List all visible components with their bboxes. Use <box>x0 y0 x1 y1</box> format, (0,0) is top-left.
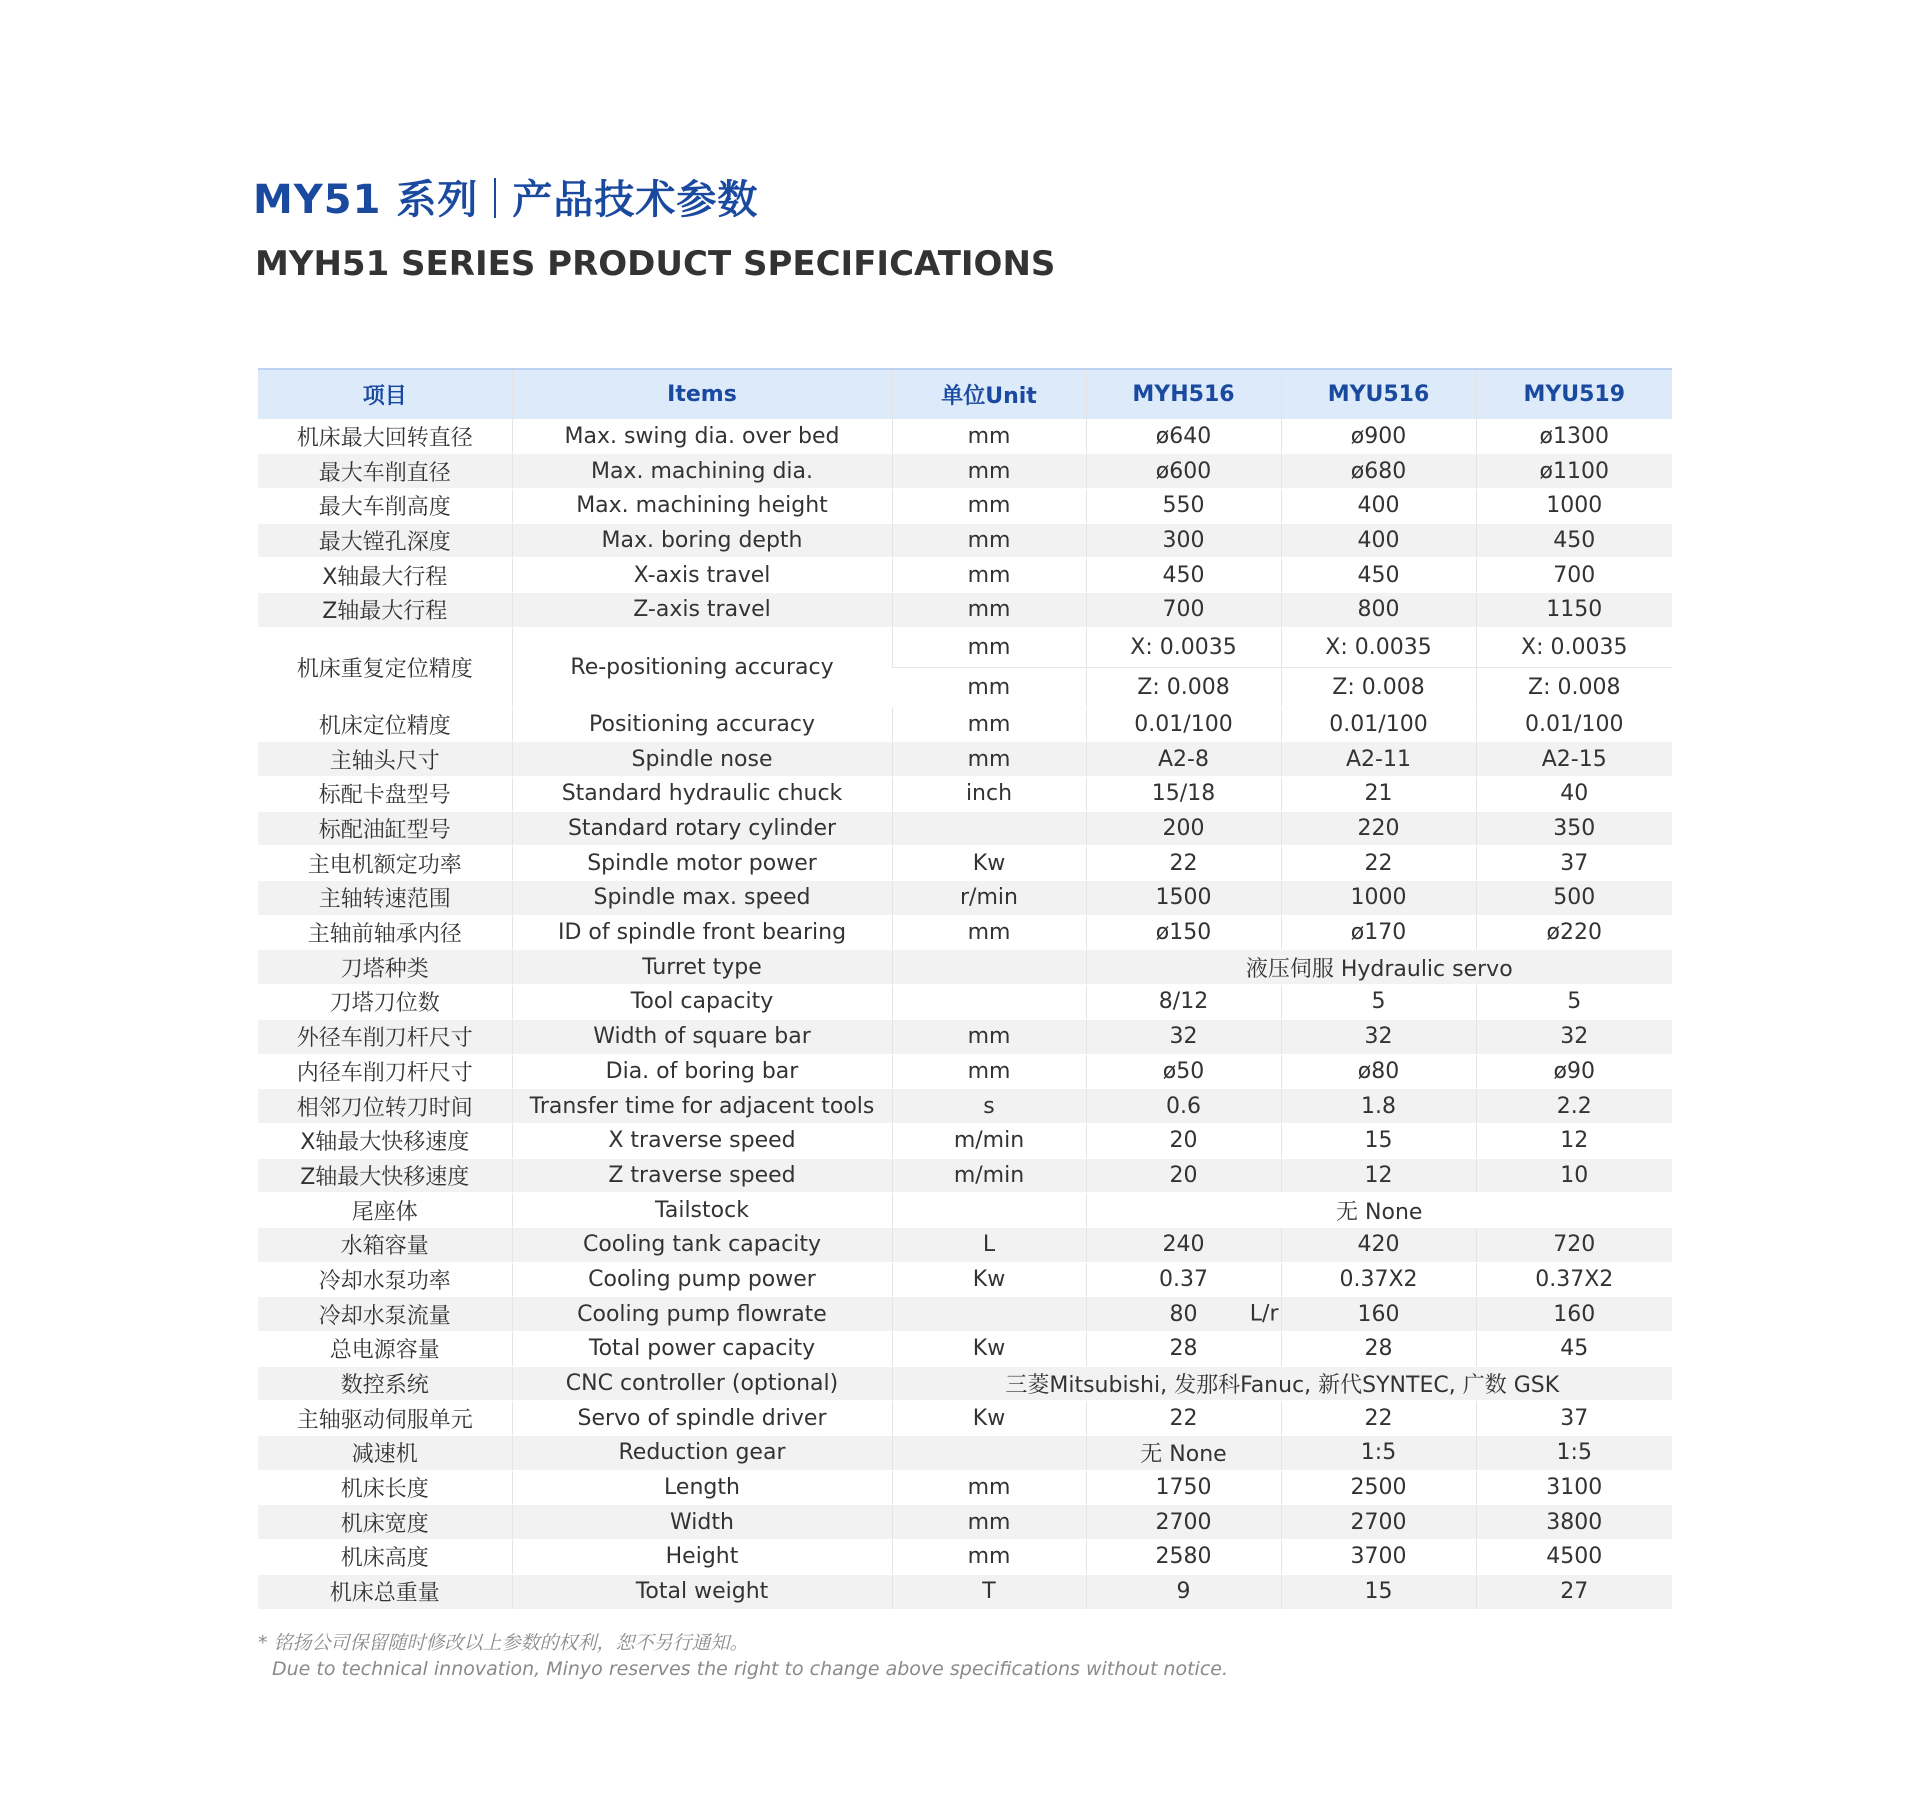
cell-unit: r/min <box>892 881 1086 916</box>
spec-table-body <box>258 419 1672 1609</box>
cell-value: 8/12 <box>1086 985 1281 1020</box>
cell-value: 160 <box>1281 1297 1476 1332</box>
cell-item-zh: 刀塔刀位数 <box>258 985 512 1020</box>
cell-value: 0.37X2 <box>1281 1262 1476 1297</box>
cell-value: 1150 <box>1476 592 1672 627</box>
cell-unit: Kw <box>892 1332 1086 1367</box>
cell-value: 200 <box>1086 811 1281 846</box>
cell-item-en: X-axis travel <box>512 558 892 593</box>
cell-unit <box>892 811 1086 846</box>
cell-value: ø1300 <box>1476 419 1672 454</box>
table-row <box>258 777 1672 812</box>
cell-value: 2500 <box>1281 1470 1476 1505</box>
cell-unit: s <box>892 1089 1086 1124</box>
table-row <box>258 1158 1672 1193</box>
cell-value: 37 <box>1476 1401 1672 1436</box>
cell-value: 700 <box>1476 558 1672 593</box>
cell-item-en: Spindle motor power <box>512 846 892 881</box>
cell-value: 1000 <box>1281 881 1476 916</box>
page-title-en: MYH51 SERIES PRODUCT SPECIFICATIONS <box>255 244 1056 284</box>
cell-item-zh: Z轴最大快移速度 <box>258 1158 512 1193</box>
cell-item-zh: Z轴最大行程 <box>258 592 512 627</box>
cell-value: 420 <box>1281 1227 1476 1262</box>
header-cell-myu516: MYU516 <box>1281 369 1476 419</box>
cell-value: 12 <box>1476 1123 1672 1158</box>
cell-value: X: 0.0035 <box>1086 627 1281 667</box>
cell-item-en: Max. swing dia. over bed <box>512 419 892 454</box>
table-row <box>258 915 1672 950</box>
cell-value: 无 None <box>1086 1436 1281 1471</box>
cell-value-span: 三菱Mitsubishi, 发那科Fanuc, 新代SYNTEC, 广数 GSK <box>892 1366 1672 1401</box>
cell-value <box>1086 1297 1281 1332</box>
cell-unit: mm <box>892 419 1086 454</box>
cell-item-en: Z traverse speed <box>512 1158 892 1193</box>
cell-value: ø600 <box>1086 454 1281 489</box>
cell-value-span: 液压伺服 Hydraulic servo <box>1086 950 1672 985</box>
cell-item-en: Positioning accuracy <box>512 707 892 742</box>
table-row <box>258 488 1672 523</box>
cell-value: 3100 <box>1476 1470 1672 1505</box>
cell-item-zh: 相邻刀位转刀时间 <box>258 1089 512 1124</box>
table-row <box>258 811 1672 846</box>
cell-unit <box>892 1436 1086 1471</box>
cell-item-zh: 机床最大回转直径 <box>258 419 512 454</box>
page-title-zh <box>253 168 758 225</box>
cell-value: 5 <box>1476 985 1672 1020</box>
cell-item-zh: 外径车削刀杆尺寸 <box>258 1019 512 1054</box>
cell-item-en: Total weight <box>512 1574 892 1609</box>
footnote <box>258 1630 1228 1682</box>
cell-value: 2580 <box>1086 1540 1281 1575</box>
cell-item-zh: 主轴转速范围 <box>258 881 512 916</box>
cell-item-en: Spindle max. speed <box>512 881 892 916</box>
header-cell-items-en: Items <box>512 369 892 419</box>
cell-unit: mm <box>892 667 1086 707</box>
cell-unit: inch <box>892 777 1086 812</box>
cell-item-en: X traverse speed <box>512 1123 892 1158</box>
cell-item-zh: 机床重复定位精度 <box>258 627 512 707</box>
cell-unit <box>892 1297 1086 1332</box>
cell-value: ø50 <box>1086 1054 1281 1089</box>
spec-table <box>258 368 1672 1610</box>
cell-value: ø640 <box>1086 419 1281 454</box>
cell-unit: m/min <box>892 1158 1086 1193</box>
table-row <box>258 707 1672 742</box>
table-row <box>258 1332 1672 1367</box>
cell-value: ø680 <box>1281 454 1476 489</box>
cell-value: 1.8 <box>1281 1089 1476 1124</box>
table-row <box>258 1436 1672 1471</box>
table-row <box>258 950 1672 985</box>
cell-value: 0.6 <box>1086 1089 1281 1124</box>
cell-value: Z: 0.008 <box>1086 667 1281 707</box>
header-cell-myu519: MYU519 <box>1476 369 1672 419</box>
cell-unit: mm <box>892 454 1086 489</box>
cell-item-en: Height <box>512 1540 892 1575</box>
table-row <box>258 1262 1672 1297</box>
cell-value-text: 80 <box>1169 1301 1198 1327</box>
title-series: MY51 系列 <box>253 177 479 223</box>
table-row <box>258 419 1672 454</box>
table-row <box>258 1574 1672 1609</box>
cell-item-en: Standard rotary cylinder <box>512 811 892 846</box>
cell-item-zh: 冷却水泵功率 <box>258 1262 512 1297</box>
cell-value: Z: 0.008 <box>1476 667 1672 707</box>
cell-unit: mm <box>892 1019 1086 1054</box>
cell-item-zh: 减速机 <box>258 1436 512 1471</box>
cell-item-zh: 最大镗孔深度 <box>258 523 512 558</box>
header-cell-item-zh: 项目 <box>258 369 512 419</box>
cell-item-en: Total power capacity <box>512 1332 892 1367</box>
cell-value: 37 <box>1476 846 1672 881</box>
cell-item-en: Max. boring depth <box>512 523 892 558</box>
cell-item-en: Re-positioning accuracy <box>512 627 892 707</box>
cell-value: 500 <box>1476 881 1672 916</box>
cell-item-zh: 机床定位精度 <box>258 707 512 742</box>
cell-value: 20 <box>1086 1123 1281 1158</box>
cell-value: Z: 0.008 <box>1281 667 1476 707</box>
table-row <box>258 1089 1672 1124</box>
cell-value: 1500 <box>1086 881 1281 916</box>
cell-unit: mm <box>892 707 1086 742</box>
cell-value: 5 <box>1281 985 1476 1020</box>
cell-value: 400 <box>1281 488 1476 523</box>
table-row <box>258 1193 1672 1228</box>
cell-value: 800 <box>1281 592 1476 627</box>
table-row <box>258 742 1672 777</box>
cell-value: X: 0.0035 <box>1281 627 1476 667</box>
cell-value: 32 <box>1281 1019 1476 1054</box>
cell-value: 450 <box>1476 523 1672 558</box>
cell-value: 45 <box>1476 1332 1672 1367</box>
cell-item-zh: 机床宽度 <box>258 1505 512 1540</box>
table-row <box>258 1054 1672 1089</box>
cell-value: 2700 <box>1281 1505 1476 1540</box>
cell-item-zh: 主轴头尺寸 <box>258 742 512 777</box>
cell-unit <box>892 950 1086 985</box>
cell-item-en: Cooling tank capacity <box>512 1227 892 1262</box>
cell-value: 10 <box>1476 1158 1672 1193</box>
cell-value: 0.01/100 <box>1281 707 1476 742</box>
cell-value: 20 <box>1086 1158 1281 1193</box>
cell-item-zh: X轴最大行程 <box>258 558 512 593</box>
cell-item-zh: 尾座体 <box>258 1193 512 1228</box>
cell-item-en: Z-axis travel <box>512 592 892 627</box>
footnote-en: Due to technical innovation, Minyo reserves the right to change above specifications without notice. <box>272 1658 1229 1680</box>
cell-item-zh: 主电机额定功率 <box>258 846 512 881</box>
cell-item-zh: 标配卡盘型号 <box>258 777 512 812</box>
table-row <box>258 454 1672 489</box>
cell-value: 160 <box>1476 1297 1672 1332</box>
cell-item-en: Tool capacity <box>512 985 892 1020</box>
table-row <box>258 1470 1672 1505</box>
cell-unit: mm <box>892 915 1086 950</box>
cell-unit: mm <box>892 1470 1086 1505</box>
cell-value: 400 <box>1281 523 1476 558</box>
cell-value: 32 <box>1086 1019 1281 1054</box>
title-subtitle: 产品技术参数 <box>512 177 759 223</box>
cell-value: 1:5 <box>1476 1436 1672 1471</box>
table-row <box>258 558 1672 593</box>
cell-unit <box>892 1193 1086 1228</box>
cell-value: ø170 <box>1281 915 1476 950</box>
cell-value: 700 <box>1086 592 1281 627</box>
cell-unit: L <box>892 1227 1086 1262</box>
cell-item-en: Standard hydraulic chuck <box>512 777 892 812</box>
cell-value: A2-11 <box>1281 742 1476 777</box>
cell-value: 32 <box>1476 1019 1672 1054</box>
cell-item-zh: 数控系统 <box>258 1366 512 1401</box>
cell-value: 1750 <box>1086 1470 1281 1505</box>
cell-value: 22 <box>1086 846 1281 881</box>
cell-item-zh: 机床长度 <box>258 1470 512 1505</box>
cell-value: ø220 <box>1476 915 1672 950</box>
table-row <box>258 1505 1672 1540</box>
cell-unit: mm <box>892 742 1086 777</box>
cell-value: X: 0.0035 <box>1476 627 1672 667</box>
table-row <box>258 592 1672 627</box>
cell-item-zh: 主轴驱动伺服单元 <box>258 1401 512 1436</box>
header-cell-unit: 单位Unit <box>892 369 1086 419</box>
cell-unit: Kw <box>892 1401 1086 1436</box>
cell-item-en: Tailstock <box>512 1193 892 1228</box>
cell-value: 1:5 <box>1281 1436 1476 1471</box>
table-row <box>258 985 1672 1020</box>
cell-item-en: Reduction gear <box>512 1436 892 1471</box>
cell-item-zh: 标配油缸型号 <box>258 811 512 846</box>
cell-value-span: 无 None <box>1086 1193 1672 1228</box>
cell-unit: mm <box>892 488 1086 523</box>
cell-value: 450 <box>1281 558 1476 593</box>
cell-unit: mm <box>892 1505 1086 1540</box>
cell-unit: mm <box>892 627 1086 667</box>
cell-unit: mm <box>892 523 1086 558</box>
table-row <box>258 1540 1672 1575</box>
cell-item-en: Cooling pump flowrate <box>512 1297 892 1332</box>
cell-unit: mm <box>892 1054 1086 1089</box>
cell-value: 12 <box>1281 1158 1476 1193</box>
cell-item-zh: 主轴前轴承内径 <box>258 915 512 950</box>
cell-value: 3800 <box>1476 1505 1672 1540</box>
cell-item-zh: 最大车削高度 <box>258 488 512 523</box>
table-row <box>258 1123 1672 1158</box>
cell-value: 27 <box>1476 1574 1672 1609</box>
cell-unit <box>892 985 1086 1020</box>
cell-value: 22 <box>1281 1401 1476 1436</box>
cell-value: 0.37X2 <box>1476 1262 1672 1297</box>
cell-item-en: ID of spindle front bearing <box>512 915 892 950</box>
table-row <box>258 1227 1672 1262</box>
cell-value: 220 <box>1281 811 1476 846</box>
cell-item-en: Width of square bar <box>512 1019 892 1054</box>
cell-item-en: Max. machining dia. <box>512 454 892 489</box>
table-row <box>258 1366 1672 1401</box>
cell-value: ø90 <box>1476 1054 1672 1089</box>
title-divider <box>494 178 496 218</box>
cell-item-zh: 机床高度 <box>258 1540 512 1575</box>
cell-item-en: Width <box>512 1505 892 1540</box>
cell-value: ø1100 <box>1476 454 1672 489</box>
cell-item-en: CNC controller (optional) <box>512 1366 892 1401</box>
cell-value: 1000 <box>1476 488 1672 523</box>
cell-item-en: Dia. of boring bar <box>512 1054 892 1089</box>
cell-item-en: Transfer time for adjacent tools <box>512 1089 892 1124</box>
cell-item-zh: 水箱容量 <box>258 1227 512 1262</box>
table-row <box>258 846 1672 881</box>
cell-value: 21 <box>1281 777 1476 812</box>
cell-value: 3700 <box>1281 1540 1476 1575</box>
table-row <box>258 881 1672 916</box>
cell-item-en: Max. machining height <box>512 488 892 523</box>
cell-unit: mm <box>892 592 1086 627</box>
cell-item-en: Servo of spindle driver <box>512 1401 892 1436</box>
table-row <box>258 627 1672 667</box>
cell-value: 2.2 <box>1476 1089 1672 1124</box>
cell-value: 550 <box>1086 488 1281 523</box>
table-row <box>258 1297 1672 1332</box>
cell-value: 40 <box>1476 777 1672 812</box>
cell-unit: mm <box>892 558 1086 593</box>
cell-value: A2-15 <box>1476 742 1672 777</box>
cell-item-en: Length <box>512 1470 892 1505</box>
table-row <box>258 1019 1672 1054</box>
cell-value: A2-8 <box>1086 742 1281 777</box>
cell-value: 240 <box>1086 1227 1281 1262</box>
cell-value: 2700 <box>1086 1505 1281 1540</box>
cell-value: 300 <box>1086 523 1281 558</box>
cell-unit: T <box>892 1574 1086 1609</box>
cell-item-zh: 刀塔种类 <box>258 950 512 985</box>
cell-value: 28 <box>1281 1332 1476 1367</box>
cell-unit-note: L/r <box>1249 1301 1279 1327</box>
cell-item-zh: X轴最大快移速度 <box>258 1123 512 1158</box>
cell-value: 22 <box>1281 846 1476 881</box>
cell-value: 28 <box>1086 1332 1281 1367</box>
table-row <box>258 1401 1672 1436</box>
cell-value: ø80 <box>1281 1054 1476 1089</box>
cell-value: 15 <box>1281 1574 1476 1609</box>
cell-value: 9 <box>1086 1574 1281 1609</box>
cell-item-zh: 机床总重量 <box>258 1574 512 1609</box>
cell-item-zh: 内径车削刀杆尺寸 <box>258 1054 512 1089</box>
cell-value: 22 <box>1086 1401 1281 1436</box>
footnote-zh: * 铭扬公司保留随时修改以上参数的权利，恕不另行通知。 <box>258 1632 749 1654</box>
cell-value: 15 <box>1281 1123 1476 1158</box>
cell-item-en: Spindle nose <box>512 742 892 777</box>
cell-value: 4500 <box>1476 1540 1672 1575</box>
cell-item-en: Cooling pump power <box>512 1262 892 1297</box>
cell-item-en: Turret type <box>512 950 892 985</box>
cell-unit: mm <box>892 1540 1086 1575</box>
cell-value: 720 <box>1476 1227 1672 1262</box>
cell-value: 450 <box>1086 558 1281 593</box>
cell-value: ø150 <box>1086 915 1281 950</box>
table-row <box>258 523 1672 558</box>
cell-value: 0.37 <box>1086 1262 1281 1297</box>
cell-unit: Kw <box>892 846 1086 881</box>
cell-value: 0.01/100 <box>1476 707 1672 742</box>
cell-value: 15/18 <box>1086 777 1281 812</box>
cell-item-zh: 总电源容量 <box>258 1332 512 1367</box>
cell-unit: m/min <box>892 1123 1086 1158</box>
cell-value: 350 <box>1476 811 1672 846</box>
cell-unit: Kw <box>892 1262 1086 1297</box>
cell-value: 0.01/100 <box>1086 707 1281 742</box>
cell-value: ø900 <box>1281 419 1476 454</box>
cell-item-zh: 最大车削直径 <box>258 454 512 489</box>
header-cell-myh516: MYH516 <box>1086 369 1281 419</box>
cell-item-zh: 冷却水泵流量 <box>258 1297 512 1332</box>
table-header-row <box>258 369 1672 419</box>
